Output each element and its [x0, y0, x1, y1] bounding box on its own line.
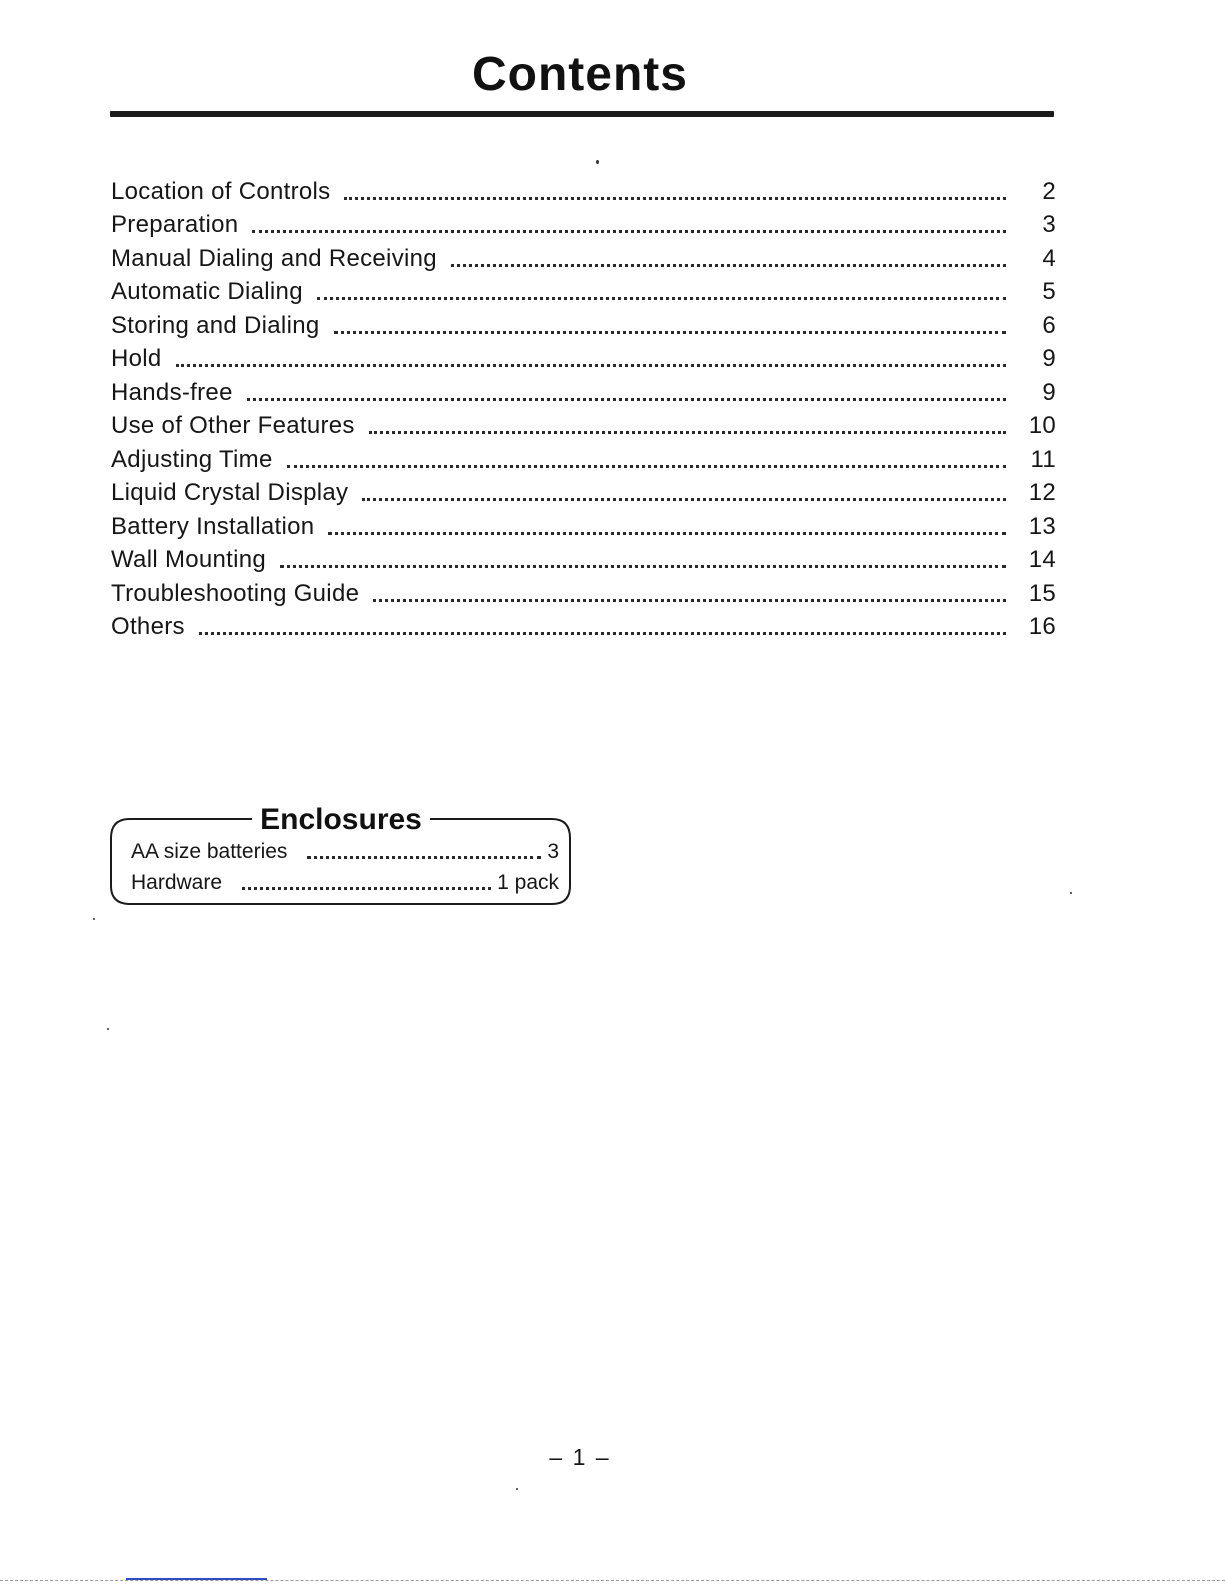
- enclosure-item-qty: 3: [547, 840, 559, 863]
- dot-leader: [369, 431, 1006, 434]
- dot-leader: [373, 599, 1006, 602]
- toc-entry-label: Wall Mounting: [111, 546, 267, 573]
- toc-entry[interactable]: [111, 341, 1056, 375]
- enclosures-title-text: Enclosures: [252, 803, 430, 836]
- toc-entry-page: 3: [1042, 211, 1056, 238]
- enclosures-box: [110, 803, 572, 906]
- toc-entry-page: 12: [1028, 479, 1056, 506]
- toc-entry-page: 14: [1028, 546, 1056, 573]
- toc-entry-page: 11: [1030, 445, 1056, 473]
- toc-entry[interactable]: [111, 575, 1056, 609]
- toc-entry-page: 9: [1042, 345, 1056, 372]
- toc-entry[interactable]: [111, 173, 1056, 207]
- toc-entry-label: Liquid Crystal Display: [111, 479, 349, 506]
- toc-entry-label: Preparation: [111, 211, 239, 238]
- toc-entry-label: Hold: [111, 345, 162, 372]
- toc-entry-page: 15: [1028, 579, 1056, 607]
- scan-speck: [93, 918, 95, 920]
- toc-entry-page: 2: [1042, 177, 1056, 205]
- toc-entry-page: 5: [1042, 278, 1056, 305]
- scan-speck: [596, 160, 599, 164]
- dot-leader: [344, 197, 1006, 200]
- enclosures-list: [131, 834, 559, 896]
- enclosure-item-label: AA size batteries: [131, 840, 288, 863]
- enclosure-item: [131, 865, 559, 896]
- toc-entry-page: 9: [1042, 378, 1056, 406]
- toc-entry-label: Others: [111, 613, 185, 640]
- table-of-contents: [111, 173, 1056, 642]
- scan-speck: [107, 1028, 109, 1030]
- page-title: Contents: [472, 48, 688, 101]
- scan-speck: [1070, 892, 1072, 894]
- dot-leader: [451, 264, 1006, 267]
- toc-entry-page: 10: [1028, 412, 1056, 439]
- dot-leader: [199, 632, 1006, 635]
- dot-leader: [307, 856, 541, 859]
- toc-entry[interactable]: [111, 441, 1056, 475]
- dot-leader: [242, 887, 491, 890]
- toc-entry-label: Use of Other Features: [111, 412, 355, 439]
- toc-entry-page: 4: [1042, 244, 1056, 272]
- toc-entry-page: 13: [1028, 512, 1056, 540]
- title-rule: [110, 111, 1054, 117]
- toc-entry-label: Hands-free: [111, 378, 233, 406]
- enclosure-item: [131, 834, 559, 865]
- toc-entry[interactable]: [111, 508, 1056, 542]
- toc-entry[interactable]: [111, 374, 1056, 408]
- dot-leader: [317, 297, 1006, 300]
- toc-entry[interactable]: [111, 207, 1056, 241]
- dot-leader: [280, 565, 1006, 568]
- page-number: – 1 –: [549, 1444, 611, 1470]
- toc-entry-label: Automatic Dialing: [111, 278, 303, 305]
- bottom-rule-accent: [126, 1578, 267, 1580]
- toc-entry[interactable]: [111, 408, 1056, 442]
- enclosures-title: [110, 802, 572, 838]
- toc-entry[interactable]: [111, 307, 1056, 341]
- toc-entry[interactable]: [111, 240, 1056, 274]
- toc-entry-label: Troubleshooting Guide: [111, 579, 360, 607]
- dot-leader: [362, 498, 1006, 501]
- dot-leader: [328, 532, 1006, 535]
- toc-entry-label: Adjusting Time: [111, 445, 273, 473]
- toc-entry-label: Battery Installation: [111, 512, 315, 540]
- dot-leader: [176, 364, 1006, 367]
- scan-speck: [516, 1488, 518, 1490]
- toc-entry-label: Manual Dialing and Receiving: [111, 244, 437, 272]
- dot-leader: [287, 465, 1006, 468]
- toc-entry[interactable]: [111, 274, 1056, 308]
- bottom-rule: [0, 1580, 1225, 1581]
- dot-leader: [334, 331, 1007, 334]
- toc-entry-page: 16: [1028, 613, 1056, 640]
- enclosure-item-qty: 1 pack: [497, 871, 559, 894]
- enclosure-item-label: Hardware: [131, 871, 223, 894]
- dot-leader: [252, 230, 1006, 233]
- toc-entry[interactable]: [111, 542, 1056, 576]
- toc-entry-label: Location of Controls: [111, 177, 331, 205]
- toc-entry[interactable]: [111, 475, 1056, 509]
- toc-entry-page: 6: [1042, 311, 1056, 339]
- toc-entry[interactable]: [111, 609, 1056, 643]
- dot-leader: [247, 398, 1006, 401]
- toc-entry-label: Storing and Dialing: [111, 311, 320, 339]
